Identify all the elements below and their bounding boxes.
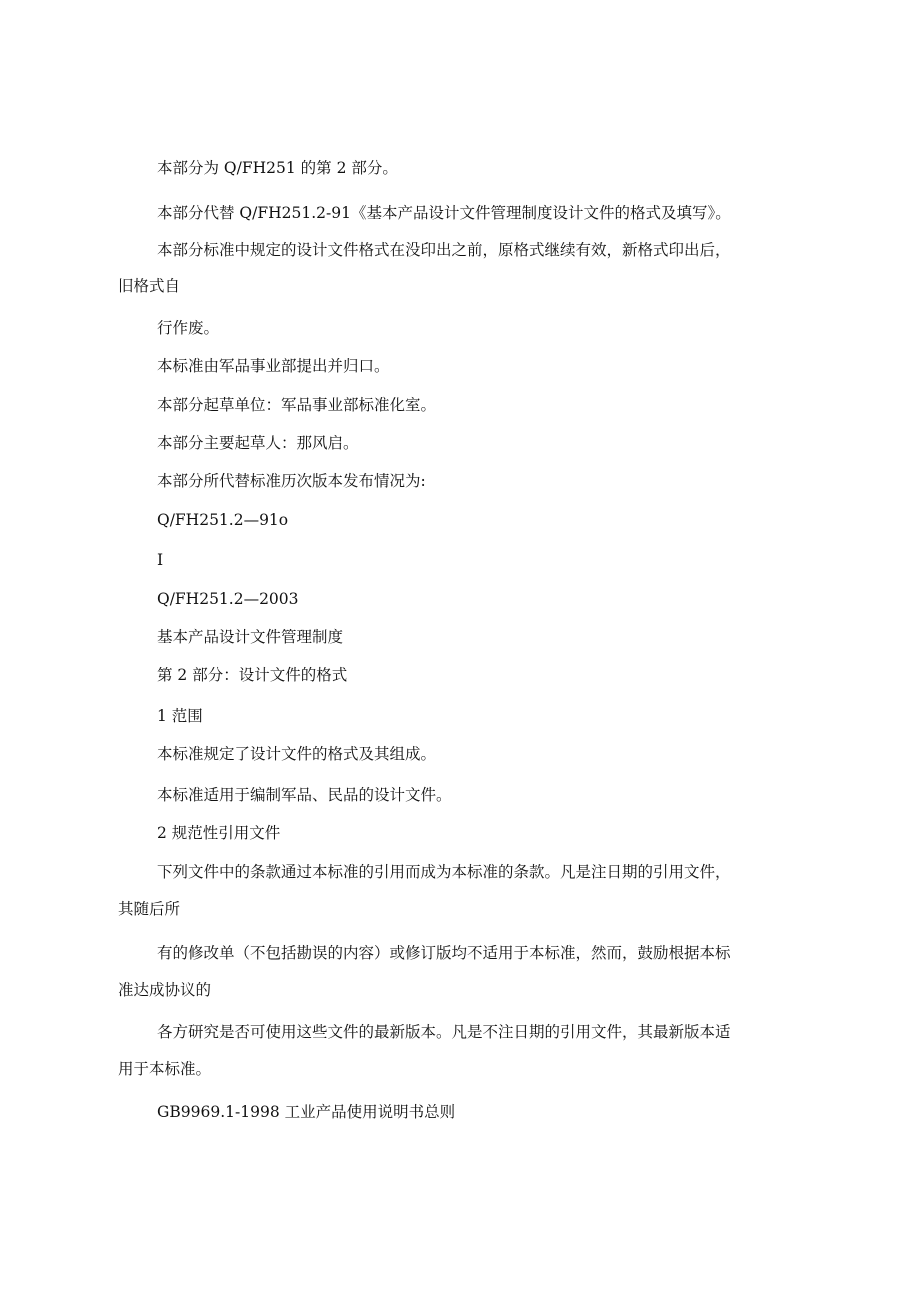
page-number: I (157, 551, 164, 569)
preface-line-8: 本部分所代替标准历次版本发布情况为: (157, 472, 426, 490)
section-2-line-1-cont: 其随后所 (118, 900, 181, 918)
preface-line-3-cont: 旧格式自 (118, 277, 181, 295)
reference-gb9969: GB9969.1-1998 工业产品使用说明书总则 (157, 1103, 456, 1121)
section-2-line-1: 下列文件中的条款通过本标准的引用而成为本标准的条款。凡是注日期的引用文件， (157, 863, 731, 881)
preface-line-3: 本部分标准中规定的设计文件格式在没印出之前，原格式继续有效，新格式印出后， (157, 241, 731, 259)
section-2-line-3: 各方研究是否可使用这些文件的最新版本。凡是不注日期的引用文件，其最新版本适 (157, 1023, 731, 1041)
preface-line-7: 本部分主要起草人：那风启。 (157, 434, 359, 452)
preface-line-4: 行作废。 (157, 319, 220, 337)
preface-line-1: 本部分为 Q/FH251 的第 2 部分。 (157, 159, 398, 177)
preface-line-5: 本标准由军品事业部提出并归口。 (157, 357, 390, 375)
section-heading-2: 2 规范性引用文件 (157, 824, 281, 842)
document-subtitle: 第 2 部分：设计文件的格式 (157, 666, 348, 684)
preface-line-9: Q/FH251.2—91o (157, 511, 289, 529)
preface-line-2: 本部分代替 Q/FH251.2-91《基本产品设计文件管理制度设计文件的格式及填写》。 (157, 204, 731, 222)
section-2-line-2: 有的修改单（不包括勘误的内容）或修订版均不适用于本标准，然而，鼓励根据本标 (157, 944, 731, 962)
section-1-line-1: 本标准规定了设计文件的格式及其组成。 (157, 745, 437, 763)
section-2-line-3-cont: 用于本标准。 (118, 1060, 212, 1078)
preface-line-6: 本部分起草单位：军品事业部标准化室。 (157, 396, 437, 414)
document-title: 基本产品设计文件管理制度 (157, 628, 344, 646)
section-1-line-2: 本标准适用于编制军品、民品的设计文件。 (157, 786, 452, 804)
section-2-line-2-cont: 准达成协议的 (118, 981, 212, 999)
section-heading-1: 1 范围 (157, 707, 203, 725)
standard-number: Q/FH251.2—2003 (157, 590, 299, 608)
